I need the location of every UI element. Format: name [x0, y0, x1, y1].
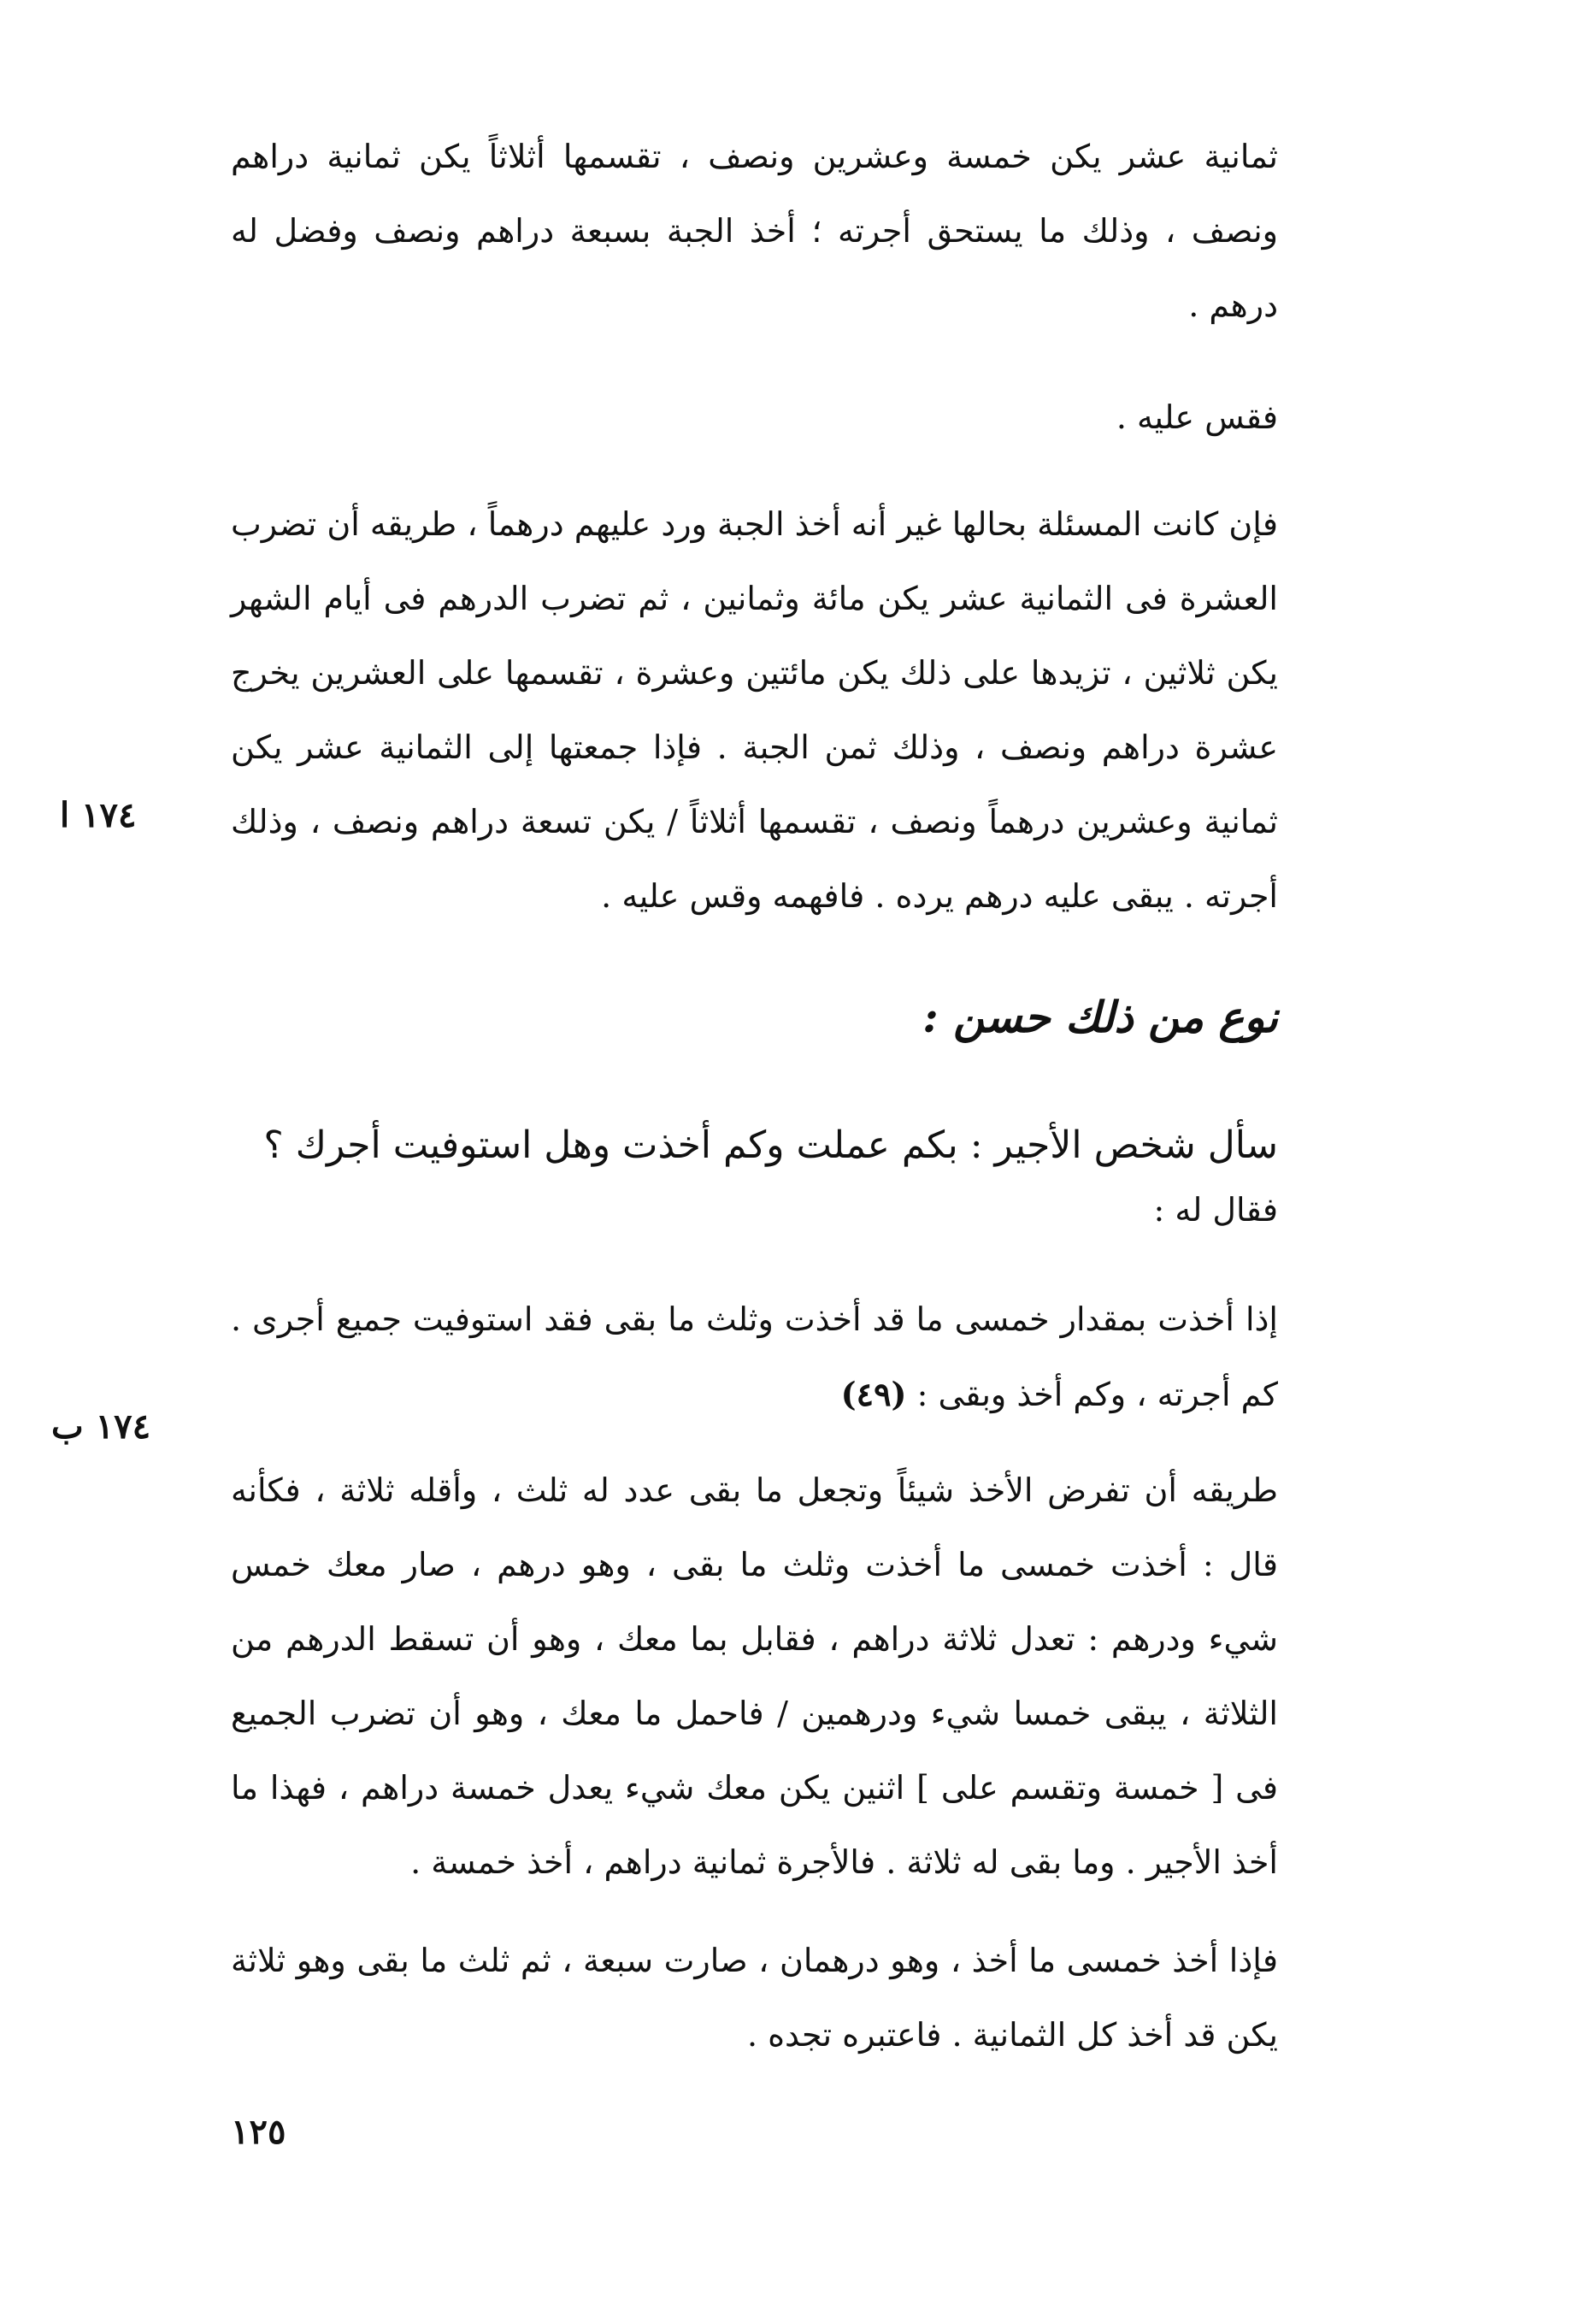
paragraph-riddle [231, 1282, 1278, 1432]
paragraph-verification: فإذا أخذ خمسى ما أخذ ، وهو درهمان ، صارت سبعة ، ثم ثلث ما بقى وهو ثلاثة يكن قد أخذ كل الثمانية . فاعتبره تجده . [231, 1942, 1278, 2054]
answer-intro: فقال له : [1153, 1191, 1278, 1229]
paragraph-qis-alayh: فقس عليه . [1116, 398, 1278, 436]
paragraph-continuation: ثمانية عشر يكن خمسة وعشرين ونصف ، تقسمها أثلاثاً يكن ثمانية دراهم ونصف ، وذلك ما يستحق أجرته ؛ أخذ الجبة بسبعة دراهم ونصف وفضل له درهم . [231, 138, 1278, 324]
paragraph-variant-problem: فإن كانت المسئلة بحالها غير أنه أخذ الجبة ورد عليهم درهماً ، طريقه أن تضرب العشرة فى الثمانية عشر يكن مائة وثمانين ، ثم تضرب الدرهم فى أيام الشهر يكن ثلاثين ، تزيدها على ذلك يكن مائتين وعشرة ، تقسمها على العشرين يخرج عشرة دراهم ونصف ، وذلك ثمن الجبة . فإذا جمعتها إلى الثمانية عشر يكن ثمانية وعشرين درهماً ونصف ، تقسمها أثلاثاً / يكن تسعة دراهم ونصف ، وذلك أجرته . يبقى عليه درهم يرده . فافهمه وقس عليه . [231, 505, 1278, 915]
margin-folio-ref-a: ١٧٤ ا [60, 795, 137, 835]
riddle-text: إذا أخذت بمقدار خمسى ما قد أخذت وثلث ما بقى فقد استوفيت جميع أجرى . كم أجرته ، وكم أخذ وبقى : [231, 1300, 1278, 1413]
page-number: ١٢٥ [231, 2112, 286, 2152]
question-line: سأل شخص الأجير : بكم عملت وكم أخذت وهل استوفيت أجرك ؟ [263, 1123, 1278, 1167]
section-heading: نوع من ذلك حسن : [922, 992, 1278, 1042]
footnote-reference: (٤٩) [840, 1375, 907, 1413]
margin-folio-ref-b: ١٧٤ ب [51, 1406, 151, 1447]
paragraph-solution: طريقه أن تفرض الأخذ شيئاً وتجعل ما بقى عدد له ثلث ، وأقله ثلاثة ، فكأنه قال : أخذت خمسى ما أخذت وثلث ما بقى ، وهو درهم ، صار معك خمس شيء ودرهم : تعدل ثلاثة دراهم ، فقابل بما معك ، وهو أن تسقط الدرهم من الثلاثة ، يبقى خمسا شيء ودرهمين / فاحمل ما معك ، وهو أن تضرب الجميع فى [ خمسة وتقسم على ] اثنين يكن معك شيء يعدل خمسة دراهم ، فهذا ما أخذ الأجير . وما بقى له ثلاثة . فالأجرة ثمانية دراهم ، أخذ خمسة . [231, 1471, 1278, 1881]
